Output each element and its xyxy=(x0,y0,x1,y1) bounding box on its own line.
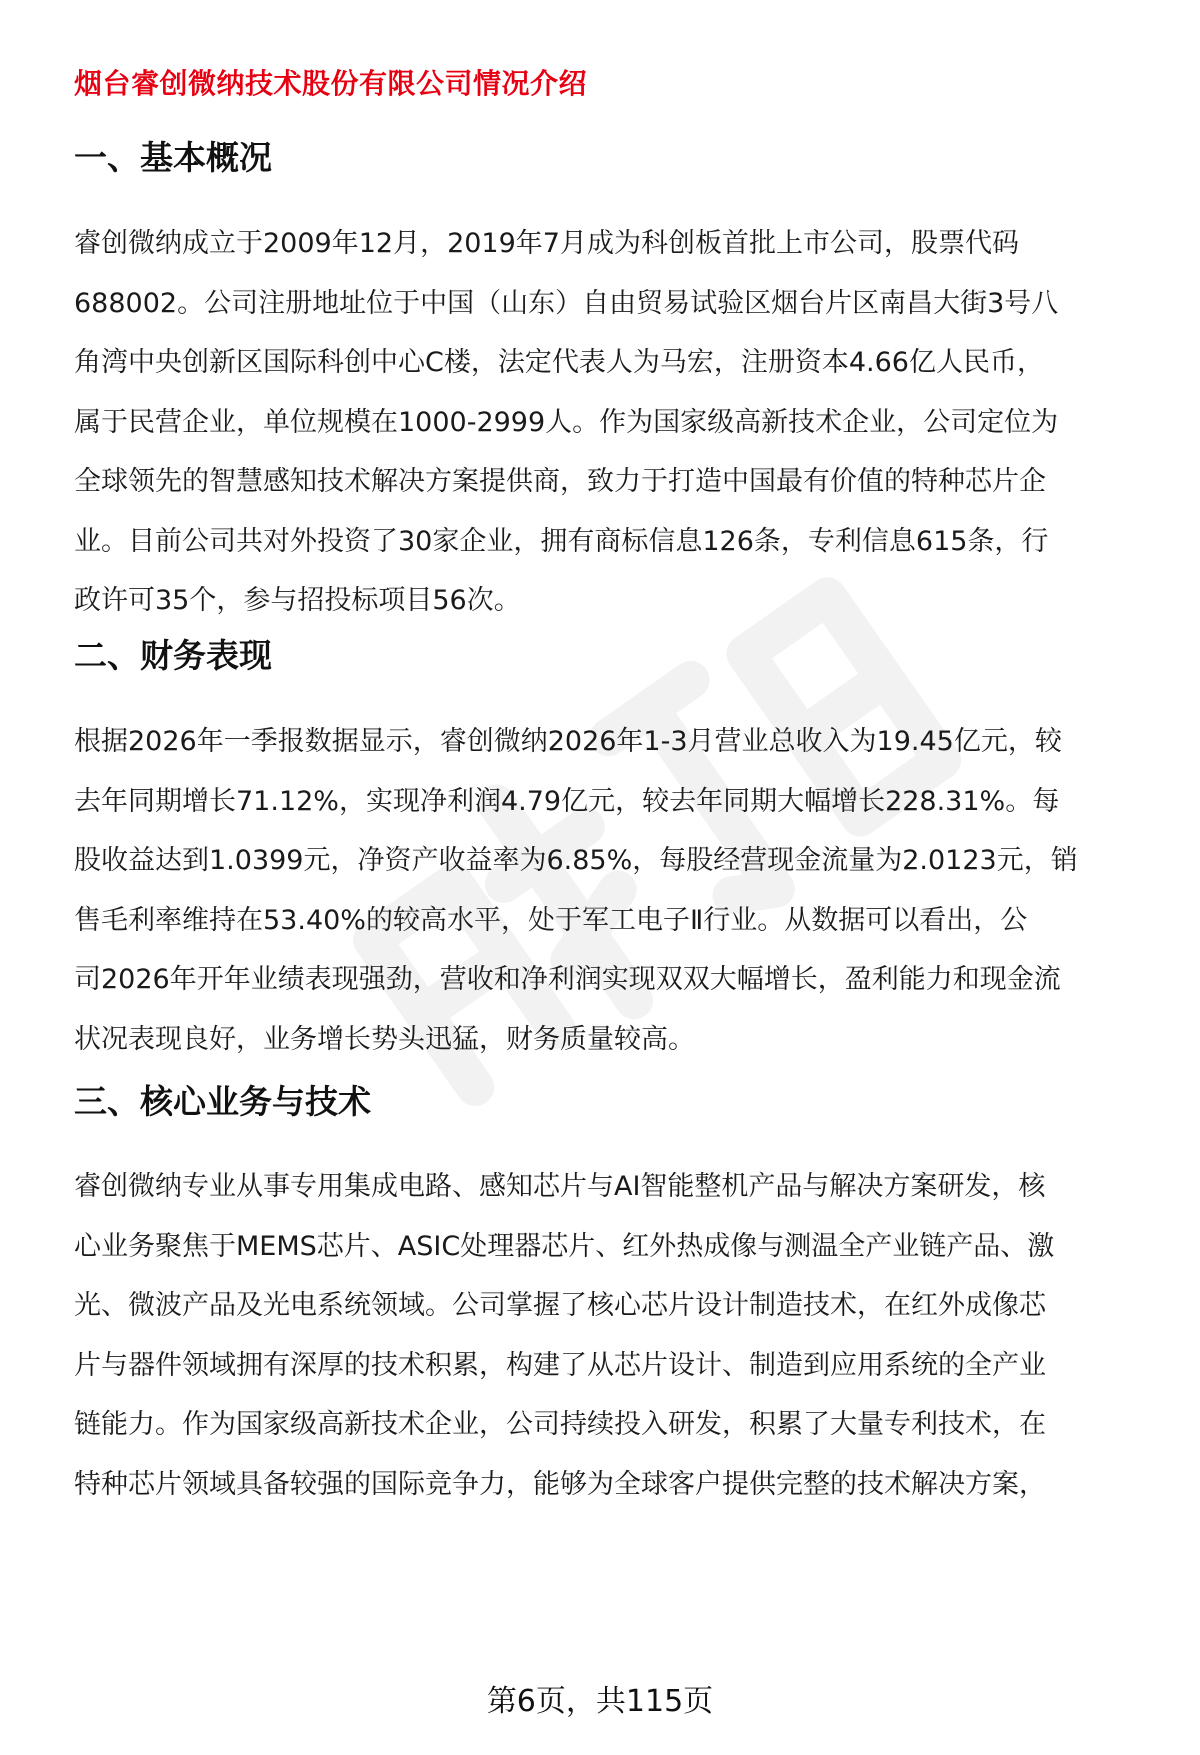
document-title: 烟台睿创微纳技术股份有限公司情况介绍 xyxy=(74,67,588,100)
paragraph-line: 睿创微纳专业从事专用集成电路、感知芯片与AI智能整机产品与解决方案研发，核 xyxy=(74,1171,1046,1202)
section-body-core-business xyxy=(74,1157,1164,1514)
paragraph-line: 睿创微纳成立于2009年12月，2019年7月成为科创板首批上市公司，股票代码 xyxy=(74,228,1019,259)
paragraph-line: 业。目前公司共对外投资了30家企业，拥有商标信息126条，专利信息615条，行 xyxy=(74,525,1049,557)
paragraph-line: 去年同期增长71.12%，实现净利润4.79亿元，较去年同期大幅增长228.31%。每 xyxy=(74,785,1060,817)
paragraph-line: 心业务聚焦于MEMS芯片、ASIC处理器芯片、红外热成像与测温全产业链产品、激 xyxy=(74,1230,1055,1262)
paragraph-line: 光、微波产品及光电系统领域。公司掌握了核心芯片设计制造技术，在红外成像芯 xyxy=(74,1290,1046,1321)
paragraph-line: 片与器件领域拥有深厚的技术积累，构建了从芯片设计、制造到应用系统的全产业 xyxy=(74,1349,1046,1381)
paragraph-line: 角湾中央创新区国际科创中心C楼，法定代表人为马宏，注册资本4.66亿人民币， xyxy=(74,347,1044,378)
paragraph-line: 根据2026年一季报数据显示，睿创微纳2026年1-3月营业总收入为19.45亿元，较 xyxy=(74,726,1062,757)
paragraph-line: 售毛利率维持在53.40%的较高水平，处于军工电子Ⅱ行业。从数据可以看出，公 xyxy=(74,904,1028,936)
paragraph-line: 属于民营企业，单位规模在1000-2999人。作为国家级高新技术企业，公司定位为 xyxy=(74,406,1059,438)
page-number: 第6页，共115页 xyxy=(486,1684,714,1719)
section-heading-overview: 一、基本概况 xyxy=(74,138,272,177)
paragraph-line: 688002。公司注册地址位于中国（山东）自由贸易试验区烟台片区南昌大街3号八 xyxy=(74,287,1059,319)
paragraph-line: 特种芯片领域具备较强的国际竞争力，能够为全球客户提供完整的技术解决方案， xyxy=(74,1468,1046,1500)
paragraph-line: 链能力。作为国家级高新技术企业，公司持续投入研发，积累了大量专利技术，在 xyxy=(74,1409,1046,1440)
paragraph-line: 全球领先的智慧感知技术解决方案提供商，致力于打造中国最有价值的特种芯片企 xyxy=(74,466,1046,497)
section-body-overview xyxy=(74,214,1164,631)
paragraph-line: 政许可35个，参与招投标项目56次。 xyxy=(74,585,521,616)
paragraph-line: 司2026年开年业绩表现强劲，营收和净利润实现双双大幅增长，盈利能力和现金流 xyxy=(74,964,1061,995)
paragraph-line: 状况表现良好，业务增长势头迅猛，财务质量较高。 xyxy=(74,1023,695,1055)
paragraph-line: 股收益达到1.0399元，净资产收益率为6.85%，每股经营现金流量为2.0123元，销 xyxy=(74,845,1078,876)
section-heading-core-business: 三、核心业务与技术 xyxy=(74,1082,371,1121)
section-body-financials xyxy=(74,712,1164,1069)
section-heading-financials: 二、财务表现 xyxy=(74,636,272,675)
